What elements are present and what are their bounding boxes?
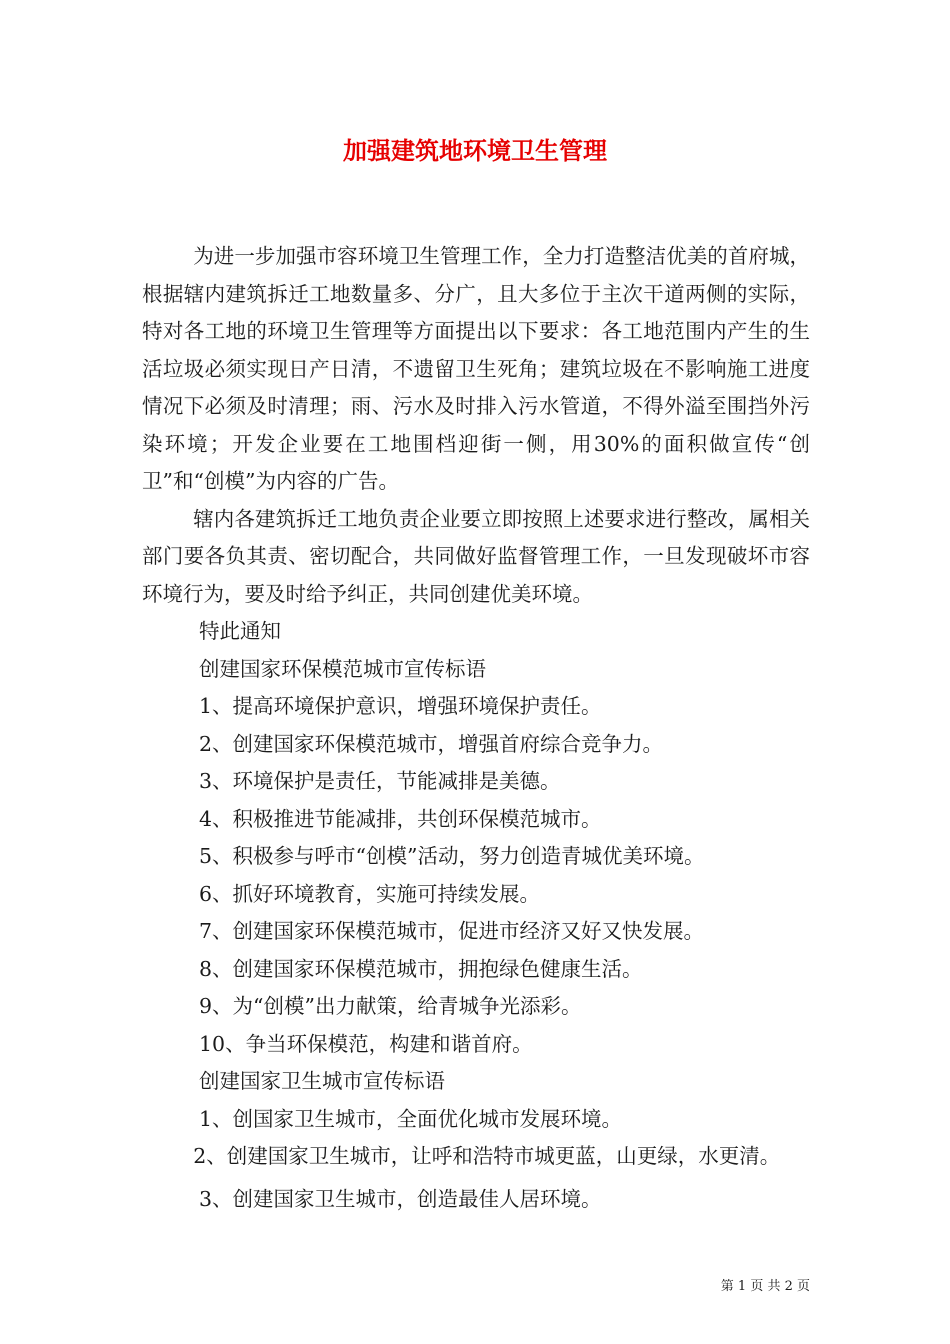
section-heading-sanitation: 创建国家卫生城市宣传标语 [199,1069,445,1093]
list-item: 3、环境保护是责任，节能减排是美德。 [199,769,561,793]
list-item: 5、积极参与呼市“创模”活动，努力创造青城优美环境。 [199,844,705,868]
page-number: 第 1 页 共 2 页 [720,1279,810,1294]
list-item: 3、创建国家卫生城市，创造最佳人居环境。 [199,1186,602,1211]
document-body [142,238,810,1218]
paragraph-rectification: 辖内各建筑拆迁工地负责企业要立即按照上述要求进行整改，属相关部门要各负其责、密切配合，共同做好监督管理工作，一旦发现破坏市容环境行为，要及时给予纠正，共同创建优美环境。 [142,506,810,606]
list-item: 1、创国家卫生城市，全面优化城市发展环境。 [199,1106,623,1131]
paragraph-requirements: 为进一步加强市容环境卫生管理工作，全力打造整洁优美的首府城，根据辖内建筑拆迁工地数量多、分广，且大多位于主次干道两侧的实际，特对各工地的环境卫生管理等方面提出以下要求：各工地范围内产生的生活垃圾必须实现日产日清，不遗留卫生死角；建筑垃圾在不影响施工进度情况下必须及时清理；雨、污水及时排入污水管道，不得外溢至围挡外污染环境；开发企业要在工地围档迎街一侧，用30%的面积做宣传“创卫”和“创模”为内容的广告。 [142,244,810,493]
section-heading-environmental: 创建国家环保模范城市宣传标语 [199,656,486,681]
list-item: 8、创建国家环保模范城市，拥抱绿色健康生活。 [199,956,643,981]
list-item: 7、创建国家环保模范城市，促进市经济又好又快发展。 [199,919,705,943]
document-title: 加强建筑地环境卫生管理 [343,136,607,165]
list-item: 2、创建国家环保模范城市，增强首府综合竞争力。 [199,731,664,756]
list-item: 1、提高环境保护意识，增强环境保护责任。 [199,694,602,718]
list-item: 9、为“创模”出力献策，给青城争光添彩。 [199,994,582,1018]
list-item: 10、争当环保模范，构建和谐首府。 [199,1031,533,1056]
list-item: 4、积极推进节能减排，共创环保模范城市。 [199,806,602,831]
notice-text: 特此通知 [199,619,281,643]
list-item: 2、创建国家卫生城市，让呼和浩特市城更蓝，山更绿，水更清。 [193,1144,781,1168]
list-item: 6、抓好环境教育，实施可持续发展。 [199,881,541,906]
